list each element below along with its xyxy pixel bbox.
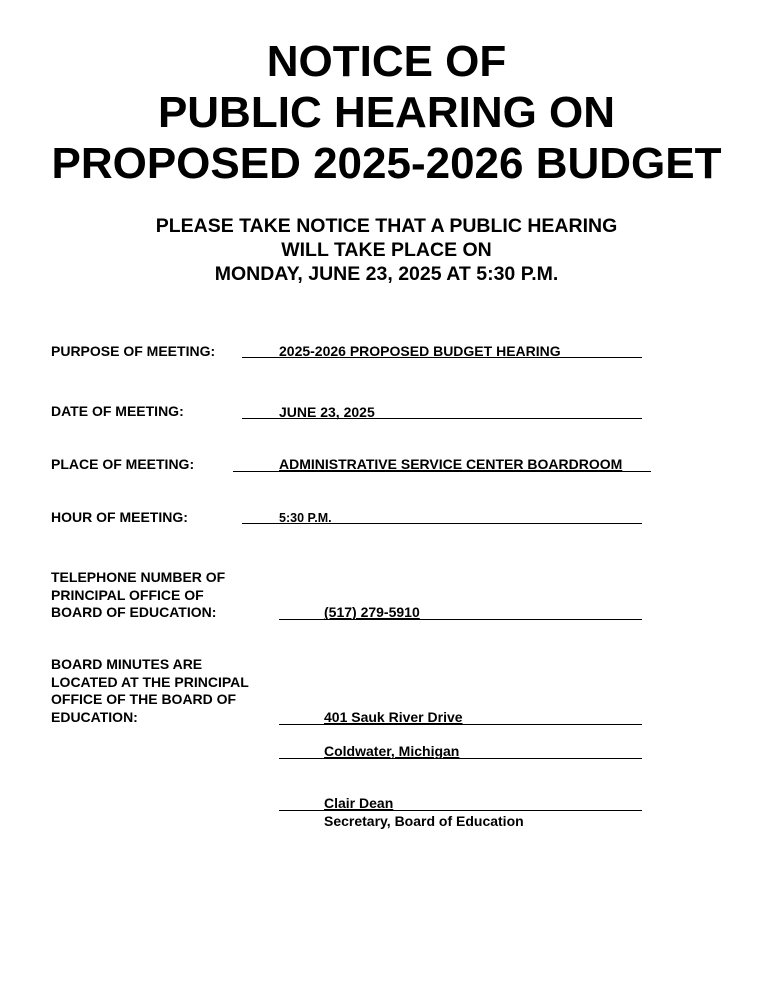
subtitle-line-2: WILL TAKE PLACE ON xyxy=(281,239,492,261)
signature-name: Clair Dean xyxy=(324,795,394,811)
date-label: DATE OF MEETING: xyxy=(51,403,184,419)
place-label: PLACE OF MEETING: xyxy=(51,456,195,472)
place-value: ADMINISTRATIVE SERVICE CENTER BOARDROOM xyxy=(279,456,623,472)
telephone-label xyxy=(51,569,225,622)
subtitle-line-3: MONDAY, JUNE 23, 2025 AT 5:30 P.M. xyxy=(214,263,559,285)
title-line-1: NOTICE OF xyxy=(266,37,507,86)
telephone-value: (517) 279-5910 xyxy=(324,604,420,620)
telephone-label-line-1: TELEPHONE NUMBER OF xyxy=(51,569,226,585)
title-line-2: PUBLIC HEARING ON xyxy=(157,88,616,137)
minutes-label-line-2: LOCATED AT THE PRINCIPAL xyxy=(51,673,249,690)
hour-label: HOUR OF MEETING: xyxy=(51,509,188,525)
minutes-label xyxy=(51,656,249,726)
notice-subtitle xyxy=(0,214,773,286)
telephone-label-line-3: BOARD OF EDUCATION: xyxy=(51,604,217,620)
notice-title xyxy=(0,36,773,189)
minutes-label-line-3: OFFICE OF THE BOARD OF xyxy=(51,691,237,707)
purpose-label: PURPOSE OF MEETING: xyxy=(51,343,216,359)
minutes-label-line-1: BOARD MINUTES ARE xyxy=(51,656,203,672)
hour-value: 5:30 P.M. xyxy=(279,511,332,525)
minutes-label-line-4: EDUCATION: xyxy=(51,708,138,725)
address-line-2: Coldwater, Michigan xyxy=(324,743,460,759)
date-value: JUNE 23, 2025 xyxy=(279,404,375,420)
signature-title: Secretary, Board of Education xyxy=(324,813,524,829)
title-line-3: PROPOSED 2025-2026 BUDGET xyxy=(51,139,722,188)
telephone-label-line-2: PRINCIPAL OFFICE OF xyxy=(51,586,204,603)
purpose-value: 2025-2026 PROPOSED BUDGET HEARING xyxy=(279,343,561,359)
subtitle-line-1: PLEASE TAKE NOTICE THAT A PUBLIC HEARING xyxy=(155,215,618,237)
address-line-1: 401 Sauk River Drive xyxy=(324,709,463,725)
